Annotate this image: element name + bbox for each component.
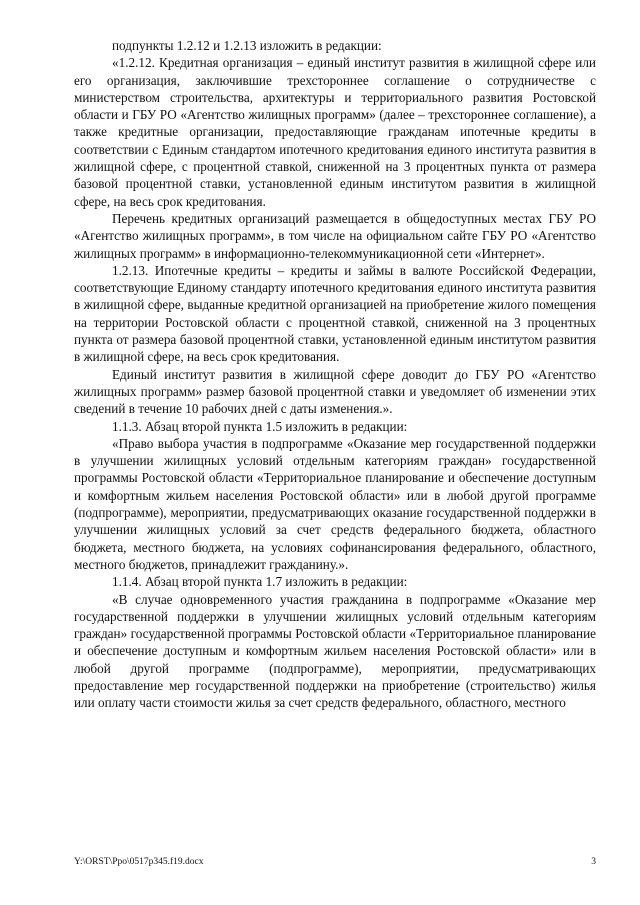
paragraph-credit-organizations-list: Перечень кредитных организаций размещается в общедоступных местах ГБУ РО «Агентство жилищных программ», в том числе на официальном сайте ГБУ РО «Агентство жилищных программ» в информационно-телекоммуникационной сети «Интернет».: [74, 210, 596, 261]
paragraph-right-of-choice: «Право выбора участия в подпрограмме «Оказание мер государственной поддержки в улучшении жилищных условий отдельным категориям граждан» государственной программы Ростовской области «Территориальное планирование и обеспечение доступным и комфортным жильем населения Ростовской области» или в любой другой программе (подпрограмме), мероприятии, предусматривающих оказание государственной поддержки в улучшении жилищных условий за счет средств федерального бюджета, областного бюджета, местного бюджета, на условиях софинансирования федерального, областного, местного бюджетов, принадлежит гражданину.».: [74, 435, 596, 572]
paragraph-1-2-13: 1.2.13. Ипотечные кредиты – кредиты и займы в валюте Российской Федерации, соответствующие Единому стандарту ипотечного кредитования единого института развития в жилищной сфере, выданные кредитной организацией на приобретение жилого помещения на территории Ростовской области с процентной ставкой, сниженной на 3 процентных пункта от размера базовой процентной ставки, установленной единым институтом развития в жилищной сфере, на весь срок кредитования.: [74, 262, 596, 365]
paragraph-1-1-3: 1.1.3. Абзац второй пункта 1.5 изложить в редакции:: [112, 418, 408, 434]
paragraph-1-2-12: «1.2.12. Кредитная организация – единый институт развития в жилищной сфере или его организация, заключившие трехстороннее соглашение о сотрудничестве с министерством строительства, архитектуры и территориального развития Ростовской области и ГБУ РО «Агентство жилищных программ» (далее – трехстороннее соглашение), а также кредитные организации, предоставляющие гражданам ипотечные кредиты в соответствии с Единым стандартом ипотечного кредитования единого института развития в жилищной сфере, с процентной ставкой, сниженной на 3 процентных пункта от размера базовой процентной ставки, установленной единым институтом развития в жилищной сфере, на весь срок кредитования.: [74, 55, 596, 209]
document-body: [74, 37, 596, 712]
paragraph-simultaneous-participation: «В случае одновременного участия гражданина в подпрограмме «Оказание мер государственной поддержки в улучшении жилищных условий отдельным категориям граждан» государственной программы Ростовской области «Территориальное планирование и обеспечение доступным и комфортным жильем населения Ростовской области» или в любой другой программе (подпрограмме), мероприятии, предусматривающих предоставление мер государственной поддержки на приобретение (строительство) жилья или оплату части стоимости жилья за счет средств федерального, областного, местного: [74, 591, 596, 711]
footer-file-path: Y:\ORST\Ppo\0517p345.f19.docx: [74, 857, 204, 867]
paragraph-base-rate-notice: Единый институт развития в жилищной сфере доводит до ГБУ РО «Агентство жилищных программ» размер базовой процентной ставки и уведомляет об изменении этих сведений в течение 10 рабочих дней с даты изменения.».: [74, 366, 596, 417]
paragraph-intro: подпункты 1.2.12 и 1.2.13 изложить в редакции:: [112, 38, 382, 53]
paragraph-1-1-4: 1.1.4. Абзац второй пункта 1.7 изложить в редакции:: [112, 574, 408, 590]
footer-page-number: 3: [591, 857, 596, 867]
